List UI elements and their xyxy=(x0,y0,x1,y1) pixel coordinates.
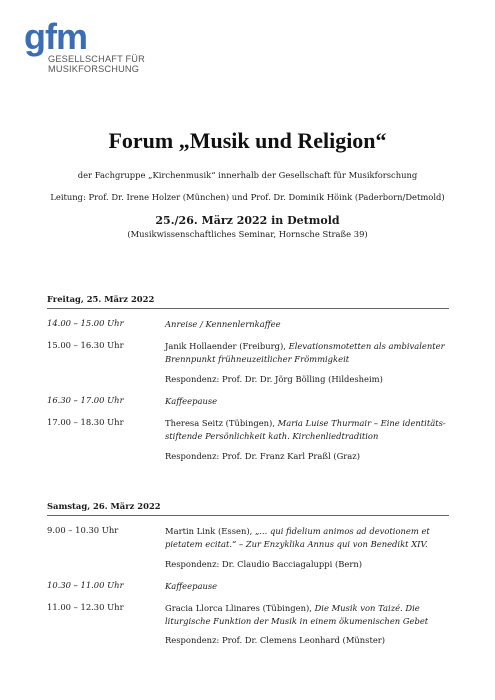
divider xyxy=(47,515,449,516)
time-slot: 14.00 – 15.00 Uhr xyxy=(47,318,124,328)
talk-title: Kaffeepause xyxy=(165,396,218,406)
speaker: Janik Hollaender (Freiburg), xyxy=(165,341,289,351)
time-slot: 15.00 – 16.30 Uhr xyxy=(47,340,124,350)
talk-title: Kaffeepause xyxy=(165,581,218,591)
subtitle: der Fachgruppe „Kirchenmusik“ innerhalb der Gesellschaft für Musikforschung xyxy=(77,170,418,180)
gfm-logo xyxy=(24,16,145,74)
respondent: Respondenz: Prof. Dr. Dr. Jörg Bölling (Hildesheim) xyxy=(165,374,383,384)
time-slot: 17.00 – 18.30 Uhr xyxy=(47,417,124,427)
talk-title: Anreise / Kennenlernkaffee xyxy=(165,319,281,329)
talk-entry xyxy=(165,525,455,551)
time-slot: 9.00 – 10.30 Uhr xyxy=(47,525,119,535)
logo-org-line2: MUSIKFORSCHUNG xyxy=(48,64,140,74)
time-slot: 16.30 – 17.00 Uhr xyxy=(47,395,124,405)
talk-entry xyxy=(165,340,455,366)
talk-title: Maria Luise Thurmair – Eine identitäts-stiftende Persönlichkeit kath. Kirchenliedtradition xyxy=(165,418,446,441)
date-line: 25./26. März 2022 in Detmold xyxy=(155,214,340,227)
talk-entry xyxy=(165,417,455,443)
talk-title: „... qui fidelium animos ad devotionem et pietatem ecitat.“ – Zur Enzyklika Annus qui von Benedikt XIV. xyxy=(165,526,430,549)
talk-title: Die Musik von Taizé. Die liturgische Funktion der Musik in einem ökumenischen Gebet xyxy=(165,603,429,626)
venue: (Musikwissenschaftliches Seminar, Hornsche Straße 39) xyxy=(127,229,368,239)
logo-mark: gfm xyxy=(24,16,87,57)
respondent: Respondenz: Prof. Dr. Franz Karl Praßl (Graz) xyxy=(165,451,360,461)
page-title: Forum „Musik und Religion“ xyxy=(108,128,387,153)
time-slot: 10.30 – 11.00 Uhr xyxy=(47,580,124,590)
talk-entry xyxy=(165,602,455,628)
day-heading-saturday: Samstag, 26. März 2022 xyxy=(47,501,161,511)
speaker: Martin Link (Essen), xyxy=(165,526,255,536)
speaker: Gracia Llorca Llinares (Tübingen), xyxy=(165,603,315,613)
respondent: Respondenz: Prof. Dr. Clemens Leonhard (Münster) xyxy=(165,635,386,645)
respondent: Respondenz: Dr. Claudio Bacciagaluppi (Bern) xyxy=(165,559,363,569)
logo-org-line1: GESELLSCHAFT FÜR xyxy=(48,54,145,64)
talk-title: Elevationsmotetten als ambivalenter Brennpunkt frühneuzeitlicher Frömmigkeit xyxy=(165,341,445,364)
time-slot: 11.00 – 12.30 Uhr xyxy=(47,602,124,612)
leitung: Leitung: Prof. Dr. Irene Holzer (München) und Prof. Dr. Dominik Höink (Paderborn/Detmold) xyxy=(50,192,445,202)
speaker: Theresa Seitz (Tübingen), xyxy=(165,418,278,428)
day-heading-friday: Freitag, 25. März 2022 xyxy=(47,294,155,304)
divider xyxy=(47,308,449,309)
